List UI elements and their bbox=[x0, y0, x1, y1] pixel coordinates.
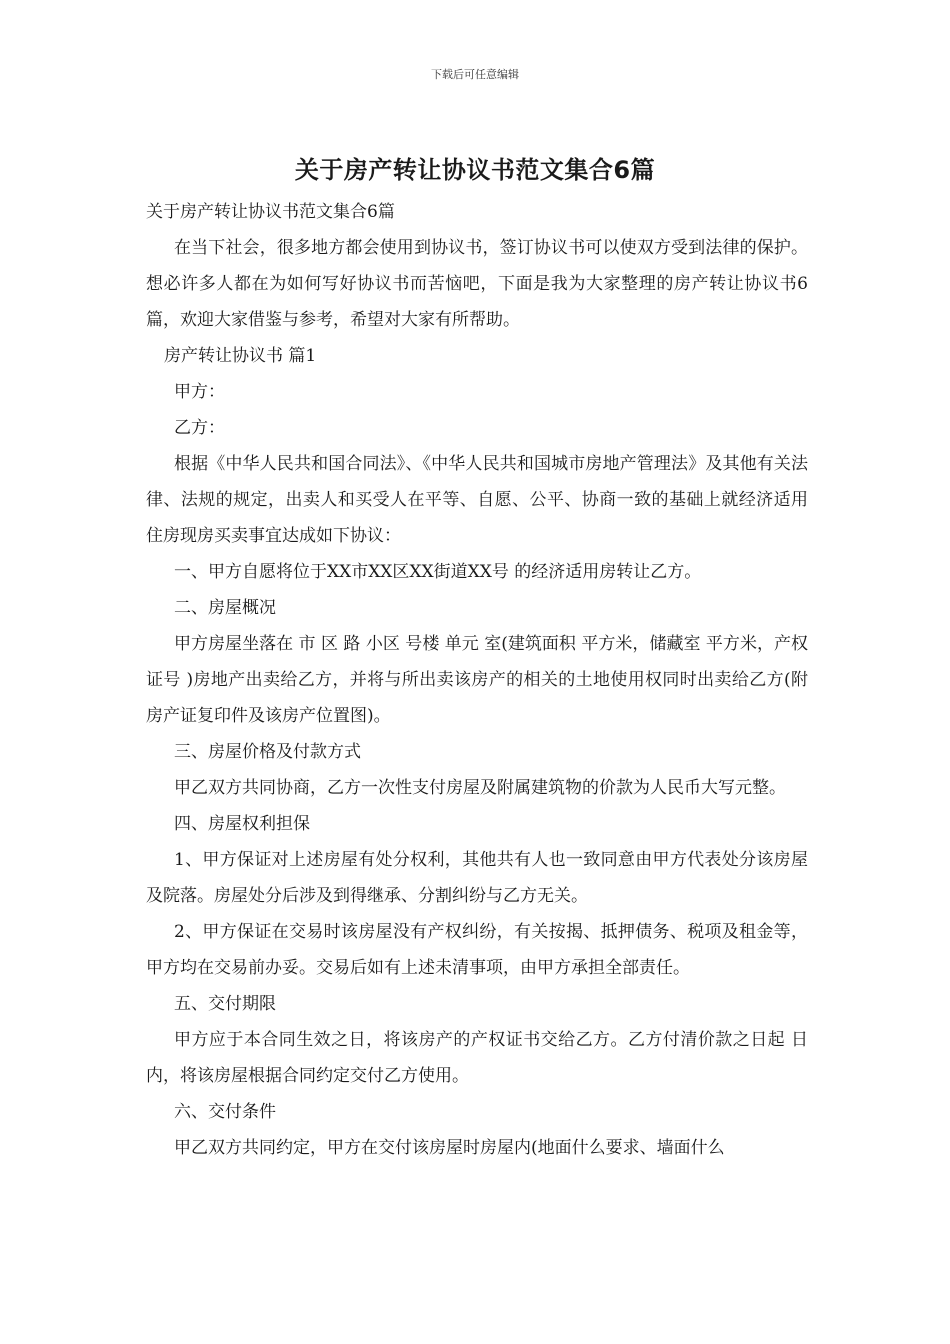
paragraph: 一、甲方自愿将位于XX市XX区XX街道XX号 的经济适用房转让乙方。 bbox=[174, 562, 702, 582]
paragraph: 甲方应于本合同生效之日，将该房产的产权证书交给乙方。乙方付清价款之日起 日内，将该房屋根据合同约定交付乙方使用。 bbox=[146, 1030, 808, 1086]
paragraph: 1、甲方保证对上述房屋有处分权利，其他共有人也一致同意由甲方代表处分该房屋及院落。房屋处分后涉及到得继承、分割纠纷与乙方无关。 bbox=[146, 850, 808, 906]
paragraph: 甲乙双方共同协商，乙方一次性支付房屋及附属建筑物的价款为人民币大写元整。 bbox=[174, 778, 786, 798]
paragraph: 房产转让协议书 篇1 bbox=[164, 346, 317, 366]
paragraph: 五、交付期限 bbox=[174, 994, 276, 1014]
paragraph: 甲乙双方共同约定，甲方在交付该房屋时房屋内(地面什么要求、墙面什么 bbox=[174, 1138, 725, 1158]
paragraph: 关于房产转让协议书范文集合6篇 bbox=[146, 202, 395, 222]
paragraph: 六、交付条件 bbox=[174, 1102, 276, 1122]
document-title: 关于房产转让协议书范文集合6篇 bbox=[294, 156, 656, 184]
paragraph: 2、甲方保证在交易时该房屋没有产权纠纷，有关按揭、抵押债务、税项及租金等，甲方均在交易前办妥。交易后如有上述未清事项，由甲方承担全部责任。 bbox=[146, 922, 808, 978]
paragraph: 甲方房屋坐落在 市 区 路 小区 号楼 单元 室(建筑面积 平方米，储藏室 平方米，产权证号 )房地产出卖给乙方，并将与所出卖该房产的相关的土地使用权同时出卖给乙方(附房产证复印件及该房产位置图)。 bbox=[146, 634, 808, 726]
paragraph: 三、房屋价格及付款方式 bbox=[174, 742, 361, 762]
paragraph: 四、房屋权利担保 bbox=[174, 814, 310, 834]
paragraph: 甲方： bbox=[174, 382, 225, 402]
header-note: 下载后可任意编辑 bbox=[431, 68, 519, 81]
paragraph: 乙方： bbox=[174, 418, 225, 438]
paragraph: 在当下社会，很多地方都会使用到协议书，签订协议书可以使双方受到法律的保护。想必许多人都在为如何写好协议书而苦恼吧，下面是我为大家整理的房产转让协议书6篇，欢迎大家借鉴与参考，希望对大家有所帮助。 bbox=[146, 238, 808, 330]
paragraph: 根据《中华人民共和国合同法》、《中华人民共和国城市房地产管理法》及其他有关法律、法规的规定，出卖人和买受人在平等、自愿、公平、协商一致的基础上就经济适用住房现房买卖事宜达成如下协议： bbox=[146, 454, 808, 546]
paragraph: 二、房屋概况 bbox=[174, 598, 276, 618]
document-body bbox=[146, 194, 808, 1166]
